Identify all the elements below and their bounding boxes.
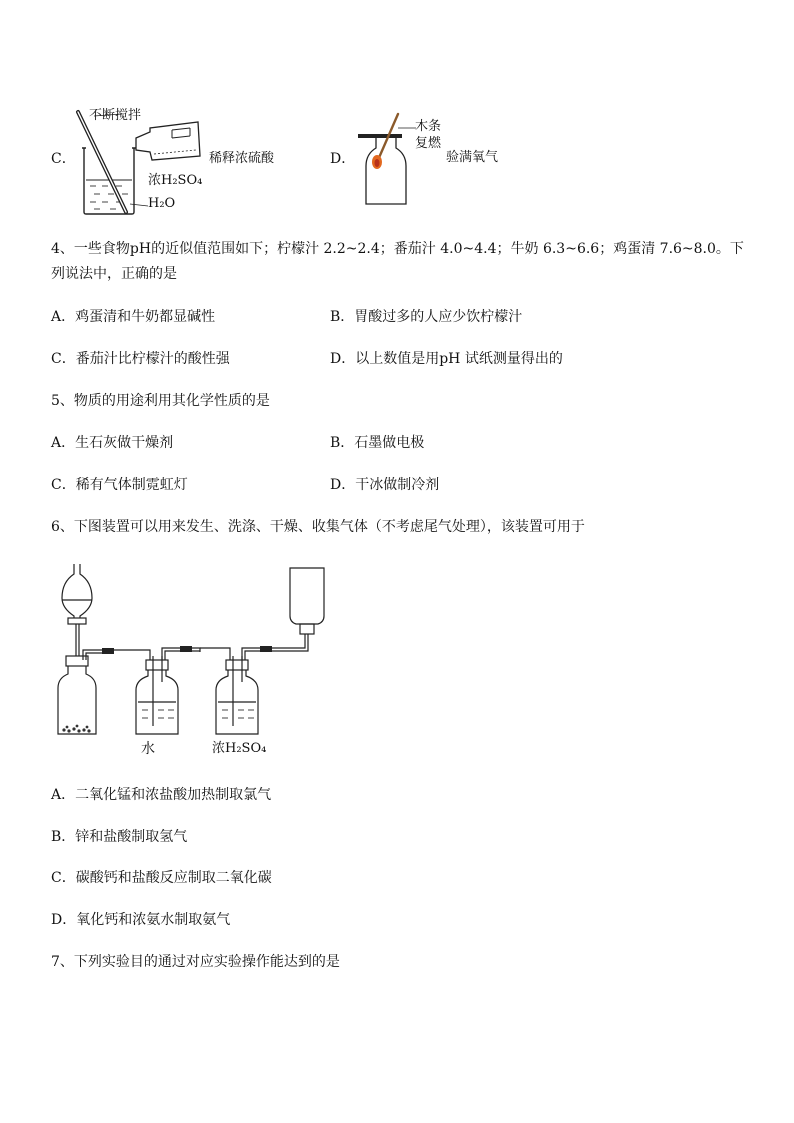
q4-stem-line1: 4、一些食物pH的近似值范围如下；柠檬汁 2.2~2.4；番茄汁 4.0~4.4；牛奶 6.3~6.6；鸡蛋清 7.6~8.0。下 [51, 241, 744, 257]
relight-label: 复燃 [415, 136, 442, 151]
stick-pointer-line [398, 126, 418, 130]
q6-option-a[interactable]: A．二氧化锰和浓盐酸加热制取氯气 [51, 787, 272, 803]
q4-option-d[interactable]: D．以上数值是用pH 试纸测量得出的 [330, 351, 563, 367]
q6-option-d[interactable]: D．氧化钙和浓氨水制取氨气 [51, 912, 231, 928]
water-bottle-label: 水 [141, 741, 155, 757]
q4-option-c[interactable]: C．番茄汁比柠檬汁的酸性强 [51, 351, 230, 367]
q7-stem: 7、下列实验目的通过对应实验操作能达到的是 [51, 954, 340, 970]
q5-option-c[interactable]: C．稀有气体制霓虹灯 [51, 477, 188, 493]
q5-option-b[interactable]: B．石墨做电极 [330, 435, 425, 451]
water-label: H₂O [148, 196, 176, 211]
q3-option-d-letter: D． [330, 151, 356, 167]
dilute-acid-figure [72, 108, 212, 218]
acid-bottle-label: 浓H₂SO₄ [212, 741, 267, 756]
concentrated-acid-label: 浓H₂SO₄ [148, 173, 203, 188]
stir-label: 不断搅拌 [89, 108, 142, 123]
stick-label: 木条 [415, 119, 442, 134]
q4-stem-line2: 列说法中，正确的是 [51, 266, 177, 282]
dilute-acid-title: 稀释浓硫酸 [209, 151, 275, 166]
q4-option-b[interactable]: B．胃酸过多的人应少饮柠檬汁 [330, 309, 523, 325]
gas-apparatus-figure [50, 560, 350, 740]
q5-option-d[interactable]: D．干冰做制冷剂 [330, 477, 440, 493]
q5-option-a[interactable]: A．生石灰做干燥剂 [51, 435, 174, 451]
q6-option-b[interactable]: B．锌和盐酸制取氢气 [51, 829, 188, 845]
q4-option-a[interactable]: A．鸡蛋清和牛奶都显碱性 [51, 309, 216, 325]
q3-option-c-letter: C． [51, 151, 76, 167]
q6-option-c[interactable]: C．碳酸钙和盐酸反应制取二氧化碳 [51, 870, 272, 886]
oxygen-test-figure [358, 110, 418, 208]
oxygen-test-title: 验满氧气 [446, 150, 499, 165]
q5-stem: 5、物质的用途利用其化学性质的是 [51, 393, 270, 409]
q6-stem: 6、下图装置可以用来发生、洗涤、干燥、收集气体（不考虑尾气处理），该装置可用于 [51, 519, 585, 535]
